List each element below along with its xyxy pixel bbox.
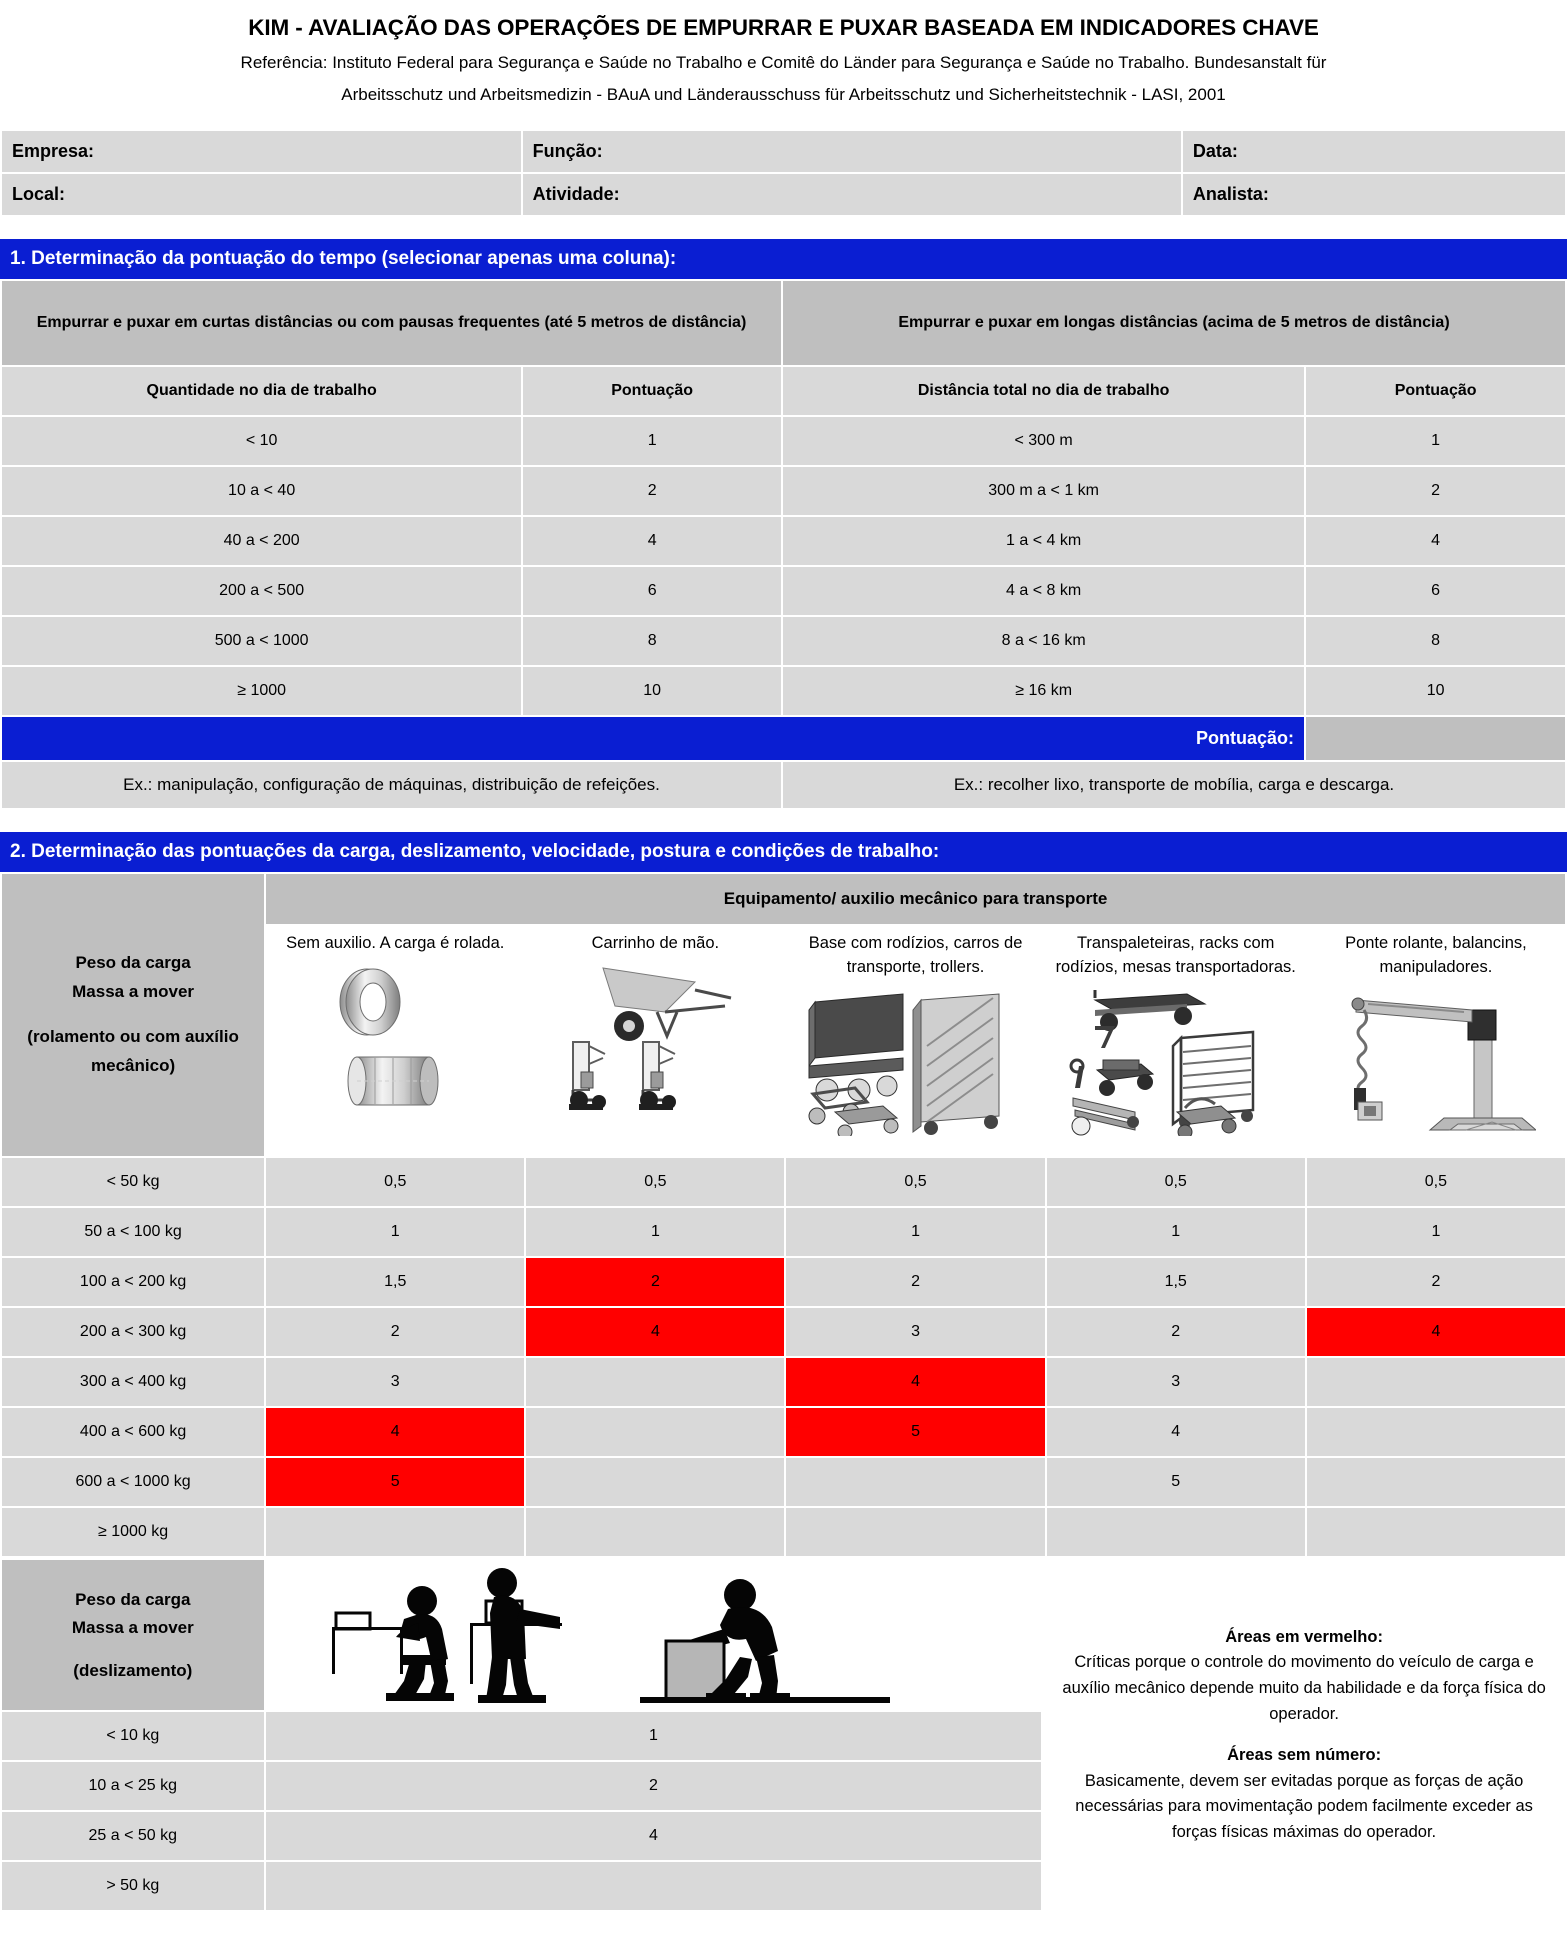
table-row [2, 762, 1565, 808]
side-header-line-1: Peso da carga [75, 1590, 191, 1610]
score-cell[interactable]: 3 [786, 1308, 1044, 1356]
score-cell-critical[interactable]: 2 [526, 1258, 784, 1306]
score-cell[interactable]: 1 [1047, 1208, 1305, 1256]
table-row [2, 367, 1565, 415]
table-row [2, 1258, 1565, 1306]
table-row [2, 417, 1565, 465]
sliding-row-label: > 50 kg [2, 1862, 264, 1910]
score-cell-critical[interactable]: 4 [786, 1358, 1044, 1406]
equipment-group-header: Equipamento/ auxilio mecânico para transporte [266, 874, 1565, 924]
cell-quantidade[interactable]: 500 a < 1000 [2, 617, 521, 665]
col-header-distancia: Distância total no dia de trabalho [783, 367, 1304, 415]
side-header-line-4: (rolamento ou com auxílio mecânico) [27, 1027, 239, 1076]
side-header-line-2: Massa a mover [71, 1617, 194, 1637]
score-cell[interactable]: 4 [1047, 1408, 1305, 1456]
score-cell[interactable]: 0,5 [526, 1158, 784, 1206]
cell-pontos-b[interactable]: 10 [1306, 667, 1565, 715]
table-row [2, 1458, 1565, 1506]
cell-pontos-a[interactable]: 4 [523, 517, 781, 565]
table-row [2, 1358, 1565, 1406]
equipment-column-rolled-load [266, 926, 524, 1156]
table-row [2, 1208, 1565, 1256]
field-local[interactable]: Local: [2, 174, 521, 215]
equipment-column-jib-crane [1307, 926, 1565, 1156]
side-header-line-4: (deslizamento) [73, 1660, 193, 1680]
score-cell[interactable]: 2 [1307, 1258, 1565, 1306]
score-cell-empty[interactable] [266, 1508, 524, 1556]
cell-distancia[interactable]: < 300 m [783, 417, 1304, 465]
score-cell-critical[interactable]: 5 [786, 1408, 1044, 1456]
score-cell-empty[interactable] [786, 1508, 1044, 1556]
cell-distancia[interactable]: ≥ 16 km [783, 667, 1304, 715]
cell-pontos-a[interactable]: 10 [523, 667, 781, 715]
example-short-distance: Ex.: manipulação, configuração de máquinas, distribuição de refeições. [2, 762, 781, 808]
note-red-text: Críticas porque o controle do movimento do veículo de carga e auxílio mecânico depende muito da habilidade e da força física do operador. [1062, 1653, 1546, 1723]
table-row [2, 567, 1565, 615]
jib-crane-icon [1313, 986, 1559, 1136]
time-score-input[interactable] [1306, 717, 1565, 760]
note-blank-title: Áreas sem número: [1227, 1746, 1382, 1765]
section-2-header: 2. Determinação das pontuações da carga, deslizamento, velocidade, postura e condições de trabalho: [0, 832, 1567, 872]
sliding-score-cell[interactable]: 1 [266, 1712, 1042, 1760]
table-row [2, 1308, 1565, 1356]
cell-distancia[interactable]: 4 a < 8 km [783, 567, 1304, 615]
cell-quantidade[interactable]: 40 a < 200 [2, 517, 521, 565]
weight-row-label: < 50 kg [2, 1158, 264, 1206]
example-long-distance: Ex.: recolher lixo, transporte de mobília, carga e descarga. [783, 762, 1565, 808]
long-distance-description: Empurrar e puxar em longas distâncias (acima de 5 metros de distância) [783, 281, 1565, 365]
equipment-label: Carrinho de mão. [591, 934, 720, 953]
note-red-block [1055, 1625, 1553, 1727]
cell-quantidade[interactable]: 200 a < 500 [2, 567, 521, 615]
section-1-table [0, 279, 1567, 810]
cell-quantidade[interactable]: ≥ 1000 [2, 667, 521, 715]
score-cell-empty[interactable] [1307, 1508, 1565, 1556]
score-cell-empty[interactable] [526, 1408, 784, 1456]
sliding-row-label: 25 a < 50 kg [2, 1812, 264, 1860]
weight-row-label: 50 a < 100 kg [2, 1208, 264, 1256]
identification-table [0, 129, 1567, 217]
score-cell[interactable]: 1 [266, 1208, 524, 1256]
note-red-title: Áreas em vermelho: [1225, 1627, 1383, 1646]
score-cell-empty[interactable] [786, 1458, 1044, 1506]
col-header-pontuacao-b: Pontuação [1306, 367, 1565, 415]
weight-row-label: ≥ 1000 kg [2, 1508, 264, 1556]
reference-line-2: Arbeitsschutz und Arbeitsmedizin - BAuA und Länderausschuss für Arbeitsschutz und Sicherheitstechnik - LASI, 2001 [341, 84, 1226, 104]
cell-pontos-a[interactable]: 8 [523, 617, 781, 665]
equipment-column-pallet-truck [1047, 926, 1305, 1156]
weight-row-label: 300 a < 400 kg [2, 1358, 264, 1406]
score-cell[interactable]: 2 [1047, 1308, 1305, 1356]
score-cell[interactable]: 1 [526, 1208, 784, 1256]
field-funcao[interactable]: Função: [523, 131, 1181, 172]
score-cell-empty[interactable] [1307, 1358, 1565, 1406]
cell-quantidade[interactable]: < 10 [2, 417, 521, 465]
table-row [2, 617, 1565, 665]
cell-distancia[interactable]: 1 a < 4 km [783, 517, 1304, 565]
cell-pontos-b[interactable]: 1 [1306, 417, 1565, 465]
table-row [2, 667, 1565, 715]
weight-row-label: 100 a < 200 kg [2, 1258, 264, 1306]
score-cell-empty[interactable] [1307, 1408, 1565, 1456]
hand-cart-icon [532, 962, 778, 1112]
score-cell-critical[interactable]: 5 [266, 1458, 524, 1506]
score-cell[interactable]: 0,5 [1307, 1158, 1565, 1206]
score-cell-empty[interactable] [1047, 1508, 1305, 1556]
score-row [2, 717, 1565, 760]
note-blank-block [1055, 1743, 1553, 1845]
sliding-row-label: 10 a < 25 kg [2, 1762, 264, 1810]
cell-pontos-a[interactable]: 6 [523, 567, 781, 615]
cell-distancia[interactable]: 8 a < 16 km [783, 617, 1304, 665]
field-analista[interactable]: Analista: [1183, 174, 1565, 215]
field-empresa[interactable]: Empresa: [2, 131, 521, 172]
table-row [2, 874, 1565, 924]
field-data[interactable]: Data: [1183, 131, 1565, 172]
section-1-header: 1. Determinação da pontuação do tempo (selecionar apenas uma coluna): [0, 239, 1567, 279]
table-row [2, 467, 1565, 515]
sliding-row-label: < 10 kg [2, 1712, 264, 1760]
score-cell-empty[interactable] [526, 1458, 784, 1506]
caster-trolley-icon [792, 986, 1038, 1136]
equipment-column-caster-trolley [786, 926, 1044, 1156]
rolled-load-icon [272, 962, 518, 1112]
equipment-label: Ponte rolante, balancins, manipuladores. [1345, 934, 1527, 977]
score-cell[interactable]: 1 [1307, 1208, 1565, 1256]
score-cell-critical[interactable]: 4 [266, 1408, 524, 1456]
score-cell[interactable]: 0,5 [1047, 1158, 1305, 1206]
side-header-rolling [2, 874, 264, 1156]
col-header-quantidade: Quantidade no dia de trabalho [2, 367, 521, 415]
score-cell-critical[interactable]: 4 [1307, 1308, 1565, 1356]
side-header-sliding [2, 1560, 264, 1710]
table-row [2, 1408, 1565, 1456]
score-cell[interactable]: 2 [786, 1258, 1044, 1306]
section-2-sliding-table [0, 1558, 1567, 1912]
short-distance-description: Empurrar e puxar em curtas distâncias ou com pausas frequentes (até 5 metros de distância) [2, 281, 781, 365]
score-cell[interactable]: 3 [1047, 1358, 1305, 1406]
equipment-label: Transpaleteiras, racks com rodízios, mesas transportadoras. [1055, 934, 1296, 977]
cell-pontos-b[interactable]: 2 [1306, 467, 1565, 515]
score-cell[interactable]: 1 [786, 1208, 1044, 1256]
pallet-truck-icon [1053, 986, 1299, 1136]
score-cell[interactable]: 3 [266, 1358, 524, 1406]
cell-pontos-b[interactable]: 8 [1306, 617, 1565, 665]
score-cell-empty[interactable] [526, 1358, 784, 1406]
score-cell-empty[interactable] [1307, 1458, 1565, 1506]
title-block [0, 0, 1567, 117]
equipment-label: Sem auxilio. A carga é rolada. [286, 934, 505, 953]
reference-line-1: Referência: Instituto Federal para Segurança e Saúde no Trabalho e Comitê do Länder para Segurança e Saúde no Trabalho. Bundesanstalt für [240, 53, 1327, 73]
table-row [2, 174, 1565, 215]
cell-quantidade[interactable]: 10 a < 40 [2, 467, 521, 515]
sliding-score-cell[interactable]: 4 [266, 1812, 1042, 1860]
score-cell[interactable]: 0,5 [786, 1158, 1044, 1206]
page-title: KIM - AVALIAÇÃO DAS OPERAÇÕES DE EMPURRAR E PUXAR BASEADA EM INDICADORES CHAVE [248, 15, 1319, 40]
cell-pontos-a[interactable]: 2 [523, 467, 781, 515]
score-cell-critical[interactable]: 4 [526, 1308, 784, 1356]
score-label: Pontuação: [2, 717, 1304, 760]
cell-distancia[interactable]: 300 m a < 1 km [783, 467, 1304, 515]
equipment-column-hand-cart [526, 926, 784, 1156]
cell-pontos-a[interactable]: 1 [523, 417, 781, 465]
section-2-matrix [0, 872, 1567, 1558]
table-row [2, 1508, 1565, 1556]
field-atividade[interactable]: Atividade: [523, 174, 1181, 215]
weight-row-label: 400 a < 600 kg [2, 1408, 264, 1456]
legend-notes [1043, 1560, 1565, 1910]
score-cell[interactable]: 1,5 [266, 1258, 524, 1306]
col-header-pontuacao-a: Pontuação [523, 367, 781, 415]
table-row [2, 1560, 1565, 1710]
equipment-label: Base com rodízios, carros de transporte, trollers. [808, 934, 1023, 977]
side-header-line-1: Peso da carga [75, 953, 191, 973]
sliding-score-cell[interactable]: 2 [266, 1762, 1042, 1810]
cell-pontos-b[interactable]: 6 [1306, 567, 1565, 615]
table-row [2, 1158, 1565, 1206]
weight-row-label: 200 a < 300 kg [2, 1308, 264, 1356]
score-cell[interactable]: 0,5 [266, 1158, 524, 1206]
score-cell[interactable]: 1,5 [1047, 1258, 1305, 1306]
workers-sliding-load-icon [266, 1560, 1042, 1710]
score-cell[interactable]: 2 [266, 1308, 524, 1356]
table-row [2, 131, 1565, 172]
side-header-line-2: Massa a mover [72, 982, 195, 1002]
table-row [2, 281, 1565, 365]
score-cell[interactable]: 5 [1047, 1458, 1305, 1506]
weight-row-label: 600 a < 1000 kg [2, 1458, 264, 1506]
note-blank-text: Basicamente, devem ser evitadas porque as forças de ação necessárias para movimentação podem facilmente exceder as forças físicas máximas do operador. [1075, 1771, 1533, 1841]
table-row [2, 517, 1565, 565]
score-cell-empty[interactable] [526, 1508, 784, 1556]
sliding-score-cell[interactable] [266, 1862, 1042, 1910]
cell-pontos-b[interactable]: 4 [1306, 517, 1565, 565]
